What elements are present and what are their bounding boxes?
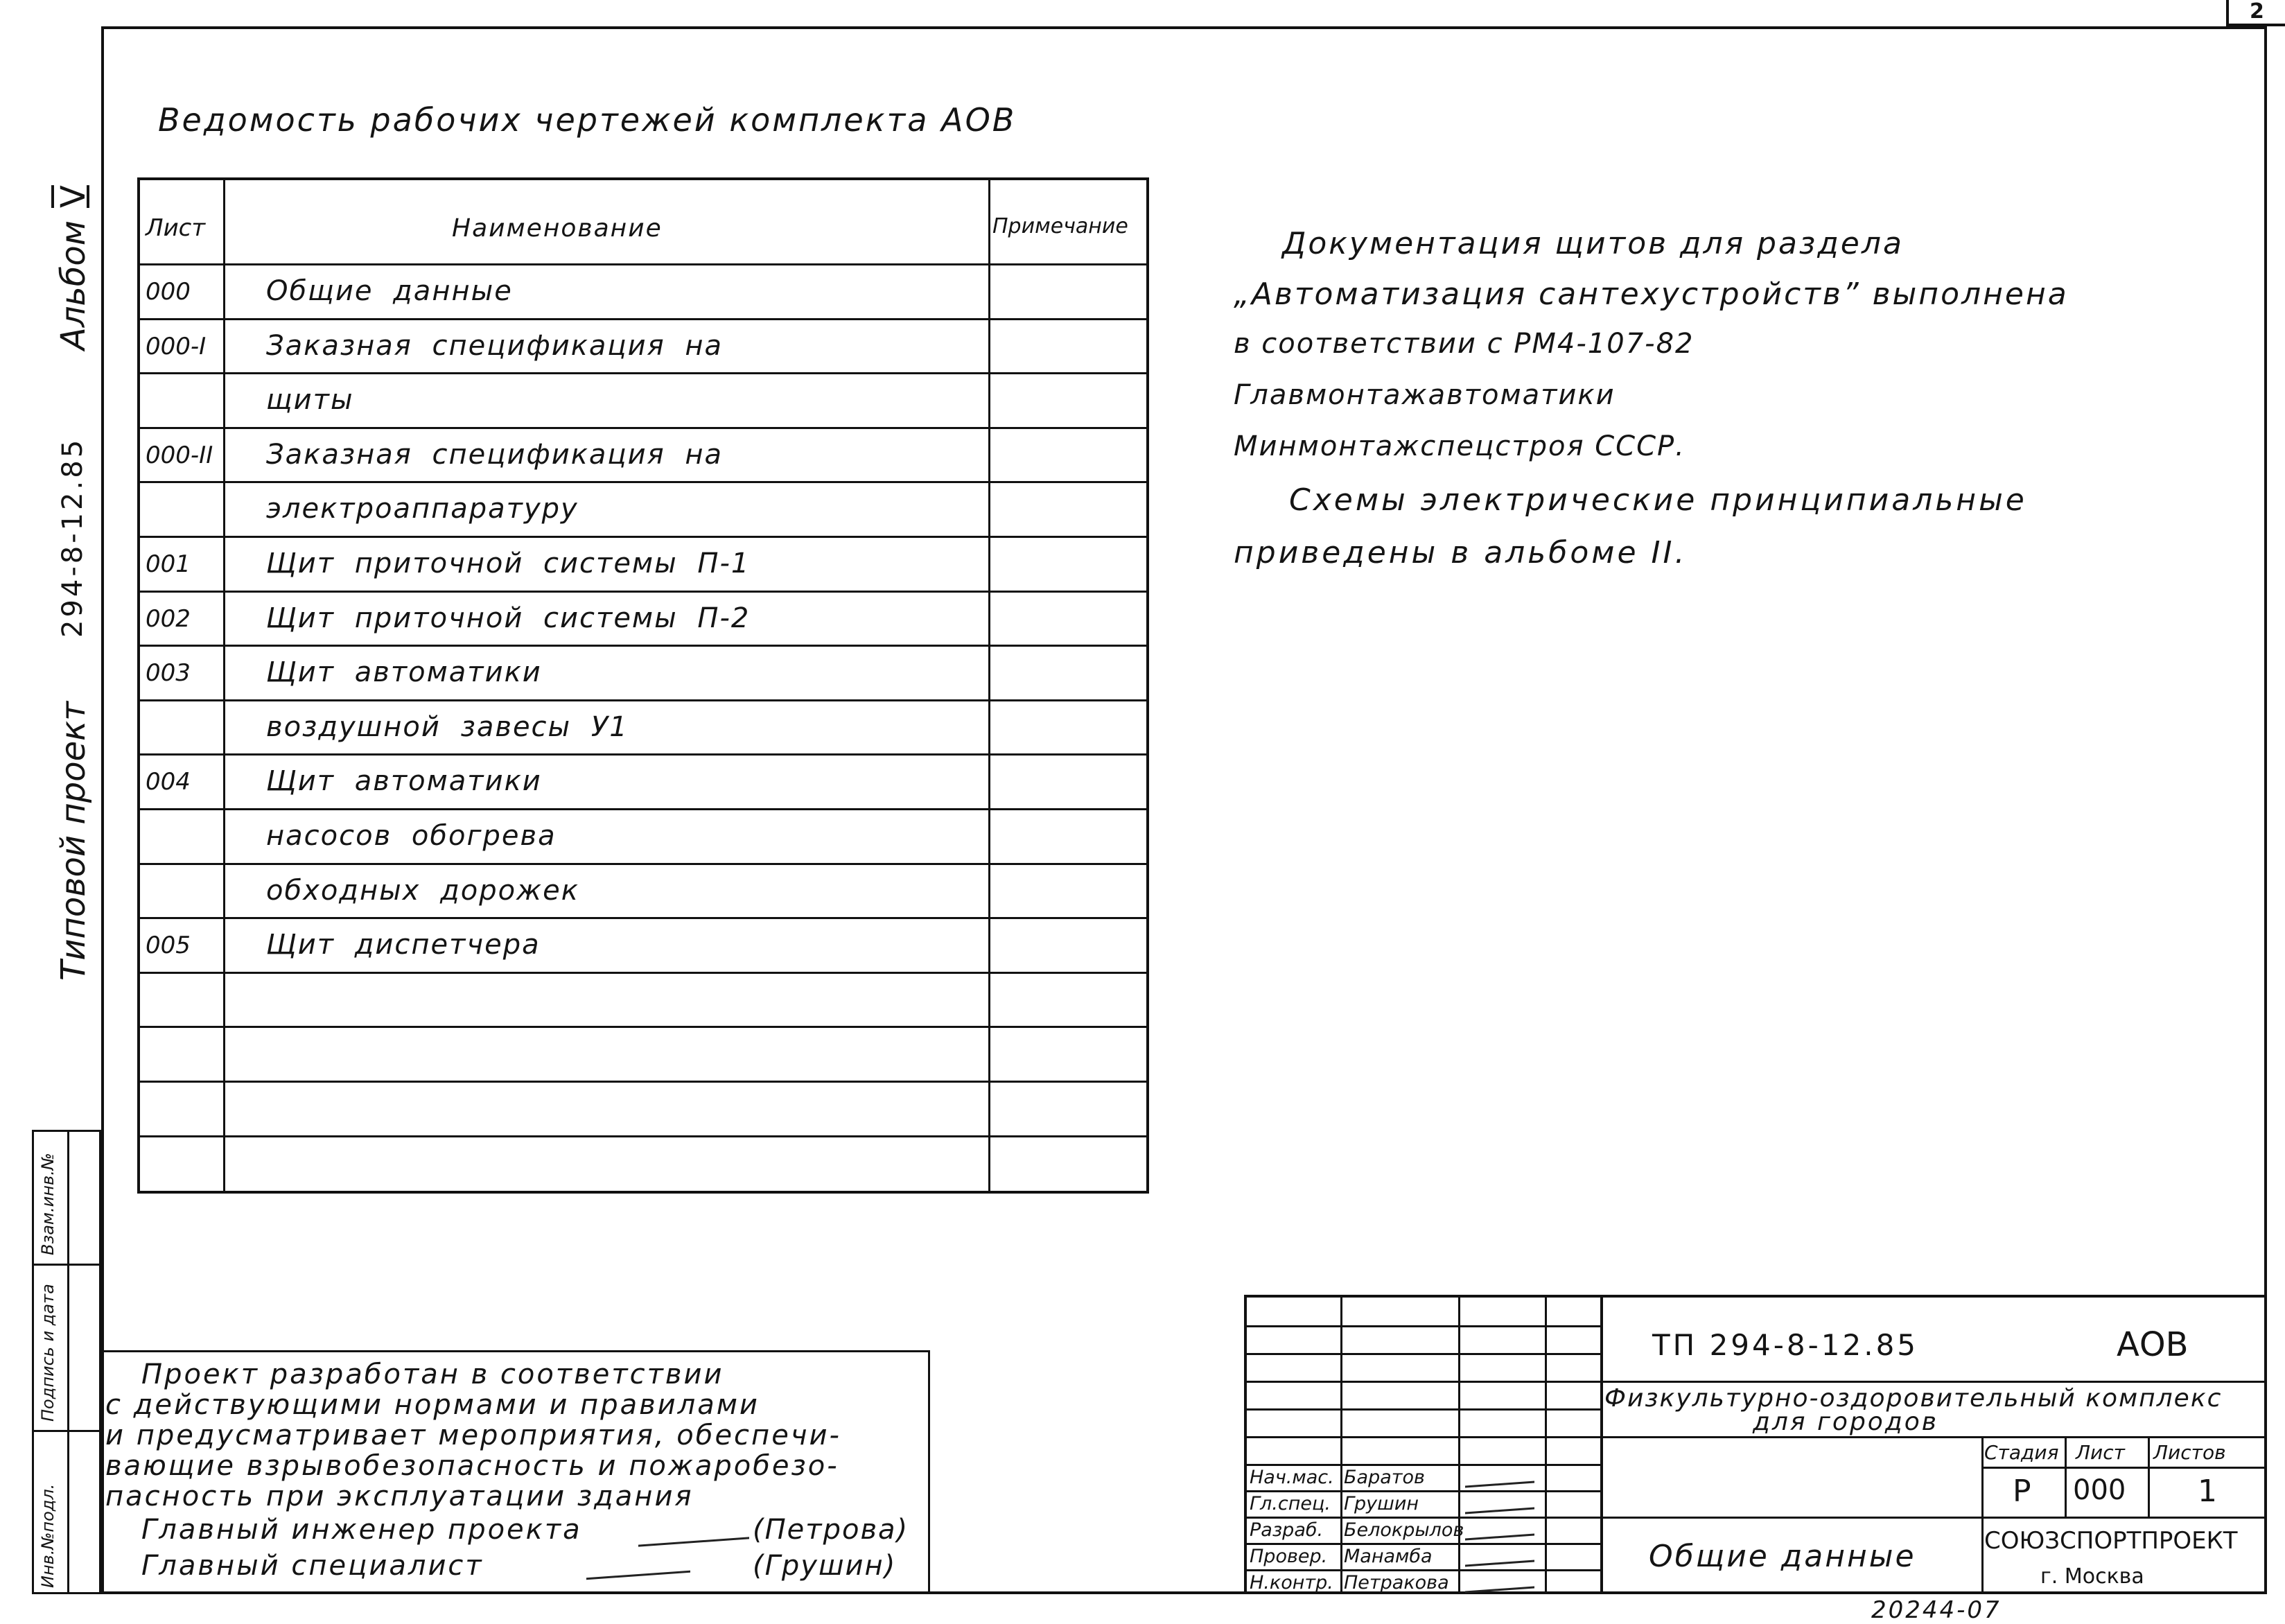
col-header-name: Наименование [452, 214, 663, 243]
register-row [140, 1081, 1146, 1135]
sheets-label: Листов [2153, 1441, 2226, 1464]
register-sheet-number: 004 [146, 768, 191, 796]
register-row [140, 753, 1146, 808]
register-item-name: Щит приточной системы П-1 [266, 548, 751, 579]
register-sheet-number: 000-I [146, 332, 207, 360]
organization-city: г. Москва [2040, 1564, 2144, 1589]
staff-role: Н.контр. [1250, 1572, 1333, 1594]
title-sheet-title: Общие данные [1649, 1539, 1916, 1574]
register-item-name: Щит приточной системы П-2 [266, 602, 751, 634]
staff-name: Манамба [1344, 1546, 1433, 1567]
register-sheet-number: 000-II [146, 441, 213, 469]
register-item-name: обходных дорожек [266, 874, 579, 907]
register-item-name: щиты [266, 384, 354, 417]
compliance-line: с действующими нормами и правилами [105, 1389, 760, 1421]
title-set: АОВ [2117, 1325, 2189, 1364]
register-sheet-number: 000 [146, 278, 191, 306]
register-row [140, 972, 1146, 1027]
page-number-box [2226, 0, 2285, 26]
register-row [140, 645, 1146, 699]
register-row [140, 917, 1146, 972]
album-number: V [54, 185, 93, 208]
approval-stamp-strip [32, 1130, 101, 1594]
staff-signature [1465, 1548, 1534, 1567]
compliance-line: Проект разработан в соответствии [141, 1359, 724, 1390]
sheet-value: 000 [2073, 1474, 2126, 1506]
notes-line: в соответствии с РМ4-107-82 [1234, 328, 1695, 360]
register-row [140, 863, 1146, 918]
sheet-label: Лист [2076, 1441, 2125, 1464]
register-row [140, 372, 1146, 427]
chief-specialist-label: Главный специалист [141, 1550, 484, 1582]
staff-signature [1465, 1469, 1534, 1488]
register-row [140, 1135, 1146, 1190]
title-block [1244, 1295, 2267, 1594]
compliance-line: пасность при эксплуатации здания [105, 1481, 694, 1512]
register-row [140, 481, 1146, 536]
stamp-label-signature: Подпись и дата [38, 1284, 58, 1422]
chief-engineer-name: (Петрова) [753, 1514, 909, 1546]
notes-line: Главмонтажавтоматики [1234, 379, 1616, 411]
register-item-name: насосов обогрева [266, 820, 557, 852]
col-header-note: Примечание [992, 214, 1128, 238]
register-row [140, 536, 1146, 591]
register-item-name: электроаппаратуру [266, 493, 579, 525]
register-row [140, 808, 1146, 863]
stage-value: Р [2013, 1474, 2031, 1509]
title-block-divider [1600, 1298, 1603, 1594]
notes-line: Минмонтажспецстроя СССР. [1234, 430, 1686, 462]
register-sheet-number: 005 [146, 932, 191, 960]
staff-name: Белокрылов [1344, 1519, 1464, 1541]
register-item-name: Щит автоматики [266, 765, 542, 798]
chief-engineer-label: Главный инженер проекта [141, 1514, 582, 1546]
register-table [137, 177, 1149, 1194]
stamp-label-inventory: Инв.№подл. [38, 1483, 58, 1588]
archive-number: 20244-07 [1871, 1596, 2002, 1624]
register-item-name: Заказная спецификация на [266, 438, 724, 471]
title-code: ТП 294-8-12.85 [1652, 1328, 1919, 1362]
register-row [140, 263, 1146, 318]
register-sheet-number: 001 [146, 550, 191, 578]
stage-label: Стадия [1984, 1441, 2059, 1464]
title-object-line2: для городов [1753, 1408, 1938, 1436]
register-title: Ведомость рабочих чертежей комплекта АОВ [158, 101, 1017, 139]
register-item-name: Щит автоматики [266, 656, 542, 689]
register-row [140, 318, 1146, 373]
project-code-vertical: 294-8-12.85 [57, 437, 89, 638]
staff-signature [1465, 1495, 1534, 1514]
col-header-sheet: Лист [146, 214, 206, 242]
register-item-name: Щит диспетчера [266, 929, 541, 961]
staff-role: Разраб. [1250, 1519, 1324, 1541]
register-row [140, 427, 1146, 482]
register-row [140, 699, 1146, 754]
page-number: 2 [2250, 0, 2264, 24]
title-object-line1: Физкультурно-оздоровительный комплекс [1604, 1384, 2223, 1413]
staff-role: Гл.спец. [1250, 1493, 1331, 1514]
register-item-name: Заказная спецификация на [266, 329, 724, 362]
compliance-box [101, 1350, 930, 1594]
notes-line: Документация щитов для раздела [1282, 226, 1904, 261]
register-sheet-number: 002 [146, 604, 191, 633]
chief-specialist-name: (Грушин) [753, 1550, 897, 1582]
staff-role: Нач.мас. [1250, 1467, 1334, 1488]
staff-role: Провер. [1250, 1546, 1328, 1567]
album-label: Альбом [54, 220, 93, 350]
stamp-label-replaced: Взам.инв.№ [38, 1153, 58, 1255]
notes-line: „Автоматизация сантехустройств” выполнена [1234, 277, 2069, 312]
notes-line: Схемы электрические принципиальные [1289, 482, 2027, 518]
chief-engineer-signature [638, 1521, 749, 1546]
staff-signature [1465, 1521, 1534, 1541]
compliance-line: вающие взрывобезопасность и пожаробезо- [105, 1450, 839, 1482]
staff-name: Грушин [1344, 1493, 1419, 1514]
organization-name: СОЮЗСПОРТПРОЕКТ [1984, 1527, 2238, 1555]
register-sheet-number: 003 [146, 659, 191, 688]
register-item-name: воздушной завесы У1 [266, 710, 629, 743]
staff-name: Петракова [1344, 1572, 1449, 1594]
notes-line: приведены в альбоме II. [1234, 535, 1688, 570]
sheets-value: 1 [2198, 1474, 2217, 1509]
chief-specialist-signature [586, 1557, 690, 1580]
project-type-vertical: Типовой проект [54, 701, 93, 981]
compliance-line: и предусматривает мероприятия, обеспечи- [105, 1420, 841, 1451]
register-row [140, 591, 1146, 645]
notes-block [1234, 226, 2135, 589]
staff-signature [1465, 1574, 1534, 1594]
staff-name: Баратов [1344, 1467, 1425, 1488]
register-item-name: Общие данные [266, 275, 513, 307]
register-row [140, 1026, 1146, 1081]
